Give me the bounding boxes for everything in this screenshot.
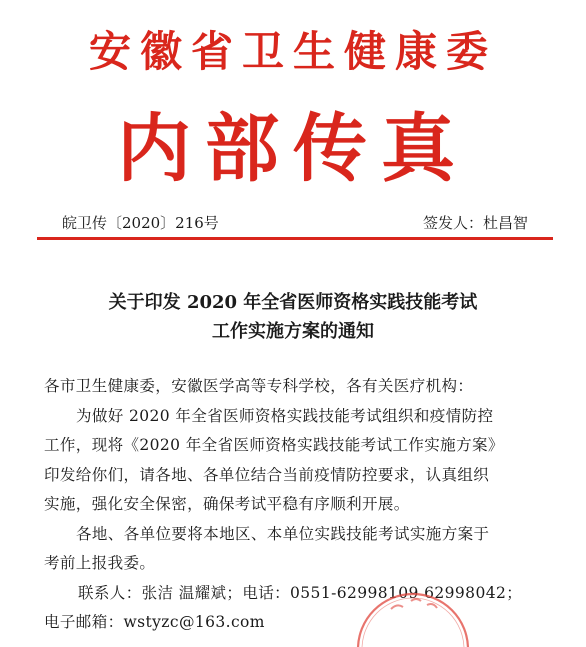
- meta-row: [62, 212, 528, 234]
- salutation: 各市卫生健康委，安徽医学高等专科学校，各有关医疗机构：: [44, 377, 474, 395]
- organization-name: 安徽省卫生健康委: [88, 27, 497, 76]
- paragraph-line: 实施，强化安全保密，确保考试平稳有序顺利开展。: [44, 495, 410, 513]
- document-type-title: 内部传真: [117, 106, 469, 192]
- paragraph-line: 印发给你们，请各地、各单位结合当前疫情防控要求，认真组织: [44, 465, 490, 484]
- header-rule: [37, 237, 553, 240]
- paragraph-line: 工作，现将《2020 年全省医师资格实践技能考试工作实施方案》: [44, 436, 504, 454]
- paragraph-line: 各地、各单位要将本地区、本单位实践技能考试实施方案于: [76, 524, 490, 543]
- contact-line: 联系人：张洁 温耀斌；电话：0551-62998109 62998042；: [78, 583, 523, 602]
- notice-title: [0, 288, 586, 346]
- paragraph-line: 考前上报我委。: [44, 554, 156, 572]
- notice-title-line: 工作实施方案的通知: [212, 321, 374, 342]
- email-line: 电子邮箱：wstyzc@163.com: [44, 613, 265, 631]
- paragraph-line: 为做好 2020 年全省医师资格实践技能考试组织和疫情防控: [76, 406, 494, 425]
- document-number: 皖卫传〔2020〕216号: [62, 214, 219, 232]
- official-seal: [355, 587, 471, 647]
- notice-title-line: 关于印发 2020 年全省医师资格实践技能考试: [108, 292, 478, 313]
- notice-body: [44, 372, 556, 638]
- issuer: 签发人：杜昌智: [422, 214, 528, 232]
